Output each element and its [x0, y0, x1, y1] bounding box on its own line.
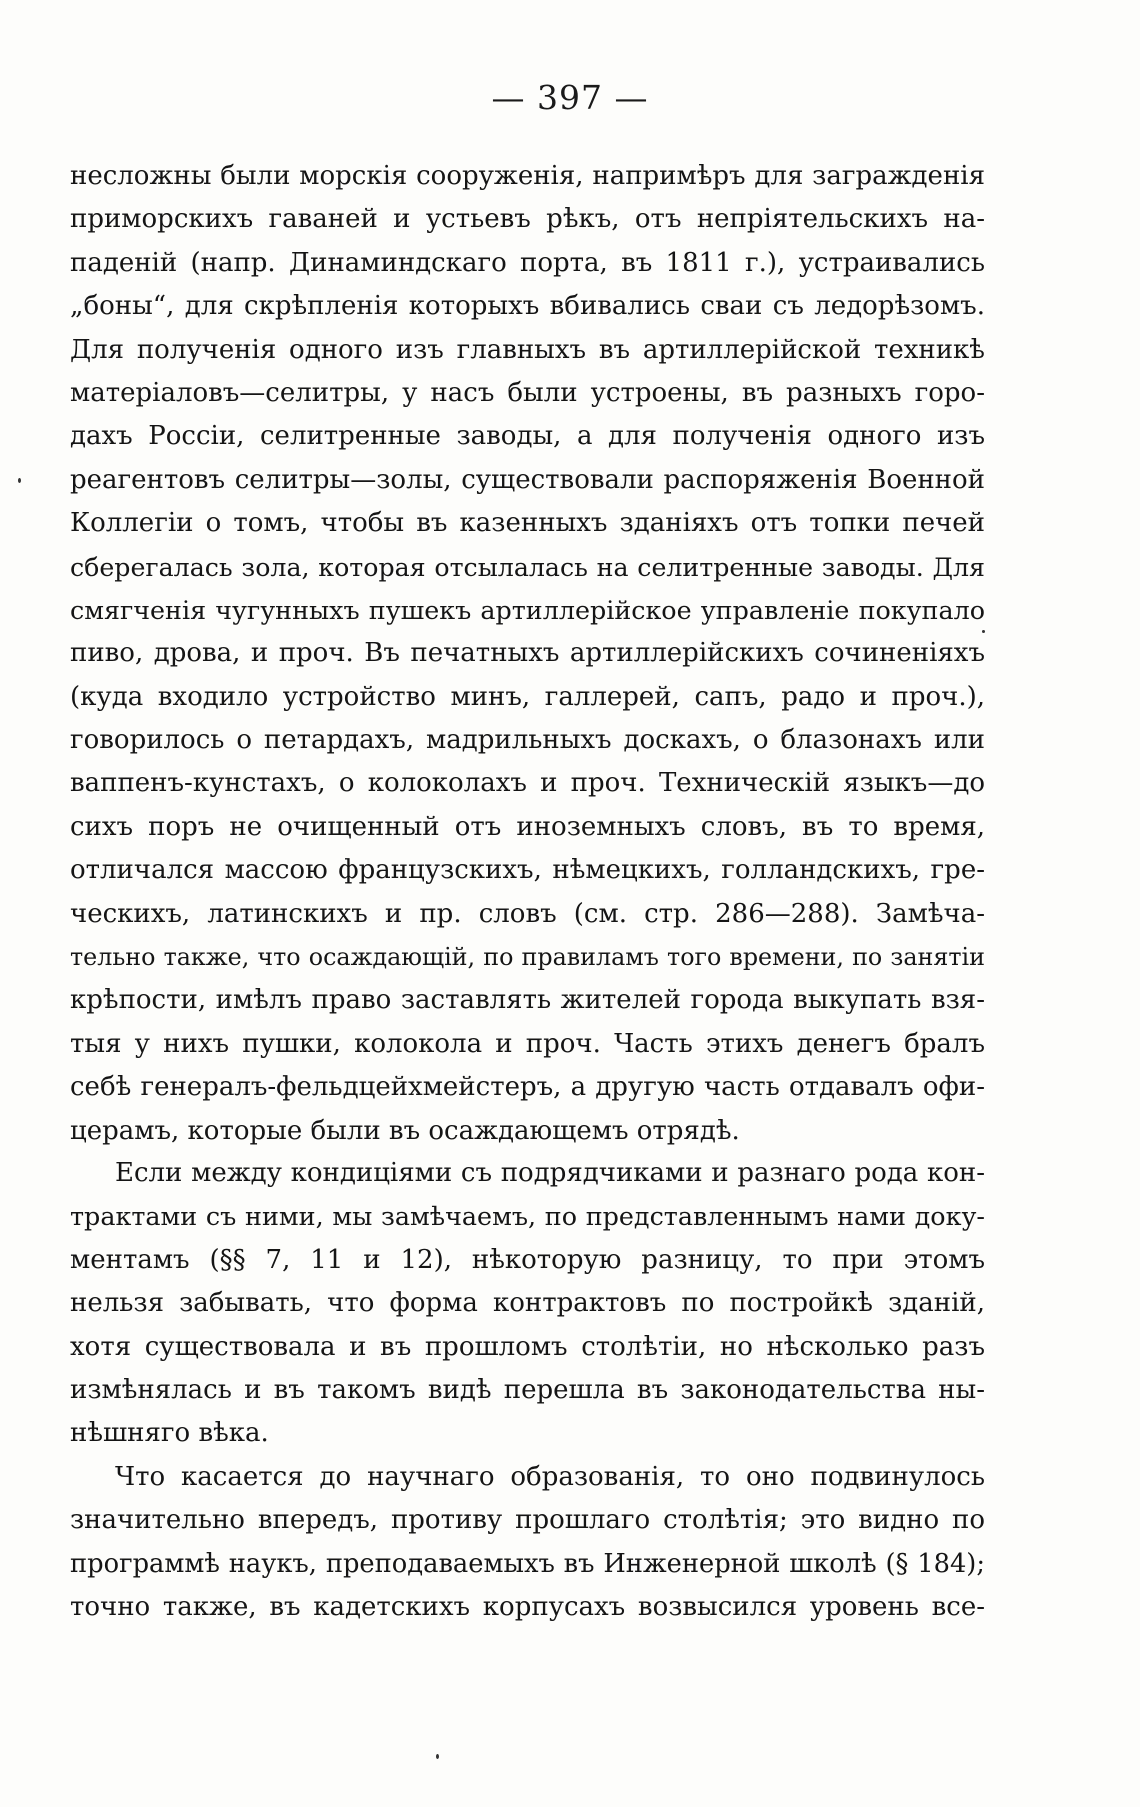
- text-line: ваппенъ-кунстахъ, о колоколахъ и проч. Техническій языкъ—до: [70, 768, 985, 799]
- text-line: нѣшняго вѣка.: [70, 1418, 269, 1449]
- text-line: Что касается до научнаго образованія, то оно подвинулось: [115, 1462, 985, 1492]
- text-line: приморскихъ гаваней и устьевъ рѣкъ, отъ непріятельскихъ на-: [70, 204, 985, 235]
- text-line: церамъ, которые были въ осаждающемъ отрядѣ.: [70, 1115, 740, 1146]
- text-line: себѣ генералъ-фельдцейхмейстеръ, а другую часть отдавалъ офи-: [70, 1072, 985, 1103]
- page-number: — 397 —: [491, 78, 649, 117]
- text-line: смягченія чугунныхъ пушекъ артиллерійское управленіе покупало: [70, 594, 985, 625]
- text-line: сихъ поръ не очищенный отъ иноземныхъ словъ, въ то время,: [70, 811, 985, 842]
- text-line: говорилось о петардахъ, мадрильныхъ доскахъ, о блазонахъ или: [70, 725, 985, 756]
- text-line: отличался массою французскихъ, нѣмецкихъ, голландскихъ, гре-: [70, 855, 985, 886]
- text-line: крѣпости, имѣлъ право заставлять жителей города выкупать взя-: [70, 985, 985, 1016]
- text-line: трактами съ ними, мы замѣчаемъ, по представленнымъ нами доку-: [70, 1201, 985, 1232]
- text-line: дахъ Россіи, селитренные заводы, а для полученія одного изъ: [70, 421, 985, 452]
- text-line: матеріаловъ—селитры, у насъ были устроены, въ разныхъ горо-: [70, 377, 985, 408]
- text-line: сберегалась зола, которая отсылалась на селитренные заводы. Для: [70, 552, 985, 582]
- text-line: паденій (напр. Динаминдскаго порта, въ 1811 г.), устраивались: [70, 247, 985, 278]
- text-line: Коллегіи о томъ, чтобы въ казенныхъ зданіяхъ отъ топки печей: [70, 508, 985, 539]
- text-line: программѣ наукъ, преподаваемыхъ въ Инженерной школѣ (§ 184);: [70, 1548, 985, 1579]
- text-line: несложны были морскія сооруженія, напримѣръ для загражденія: [70, 161, 985, 191]
- text-line: значительно впередъ, противу прошлаго столѣтія; это видно по: [70, 1505, 985, 1536]
- print-speck: [982, 630, 985, 633]
- text-line: нельзя забывать, что форма контрактовъ по постройкѣ зданій,: [70, 1288, 985, 1319]
- paragraph-3: [70, 1456, 985, 1630]
- text-line: „боны“, для скрѣпленія которыхъ вбивались сваи съ ледорѣзомъ.: [70, 291, 985, 322]
- text-line: точно также, въ кадетскихъ корпусахъ возвысился уровень все-: [70, 1592, 985, 1623]
- print-speck: [18, 478, 21, 483]
- text-line: ческихъ, латинскихъ и пр. словъ (см. стр. 286—288). Замѣча-: [70, 898, 985, 929]
- text-line: измѣнялась и въ такомъ видѣ перешла въ законодательства ны-: [70, 1374, 985, 1405]
- text-line: тельно также, что осаждающій, по правиламъ того времени, по занятіи: [70, 943, 985, 972]
- text-line: Если между кондиціями съ подрядчиками и разнаго рода кон-: [115, 1158, 985, 1188]
- text-line: реагентовъ селитры—золы, существовали распоряженія Военной: [70, 464, 985, 495]
- paragraph-1: [70, 155, 985, 1153]
- paragraph-2: [70, 1152, 985, 1456]
- text-line: Для полученія одного изъ главныхъ въ артиллерійской техникѣ: [70, 334, 985, 365]
- text-line: хотя существовала и въ прошломъ столѣтіи, но нѣсколько разъ: [70, 1331, 985, 1362]
- text-line: ментамъ (§§ 7, 11 и 12), нѣкоторую разницу, то при этомъ: [70, 1244, 985, 1275]
- text-line: тыя у нихъ пушки, колокола и проч. Часть этихъ денегъ бралъ: [70, 1028, 985, 1059]
- text-line: пиво, дрова, и проч. Въ печатныхъ артиллерійскихъ сочиненіяхъ: [70, 638, 985, 669]
- text-line: (куда входило устройство минъ, галлерей, сапъ, радо и проч.),: [70, 681, 985, 712]
- print-speck: [436, 1754, 439, 1759]
